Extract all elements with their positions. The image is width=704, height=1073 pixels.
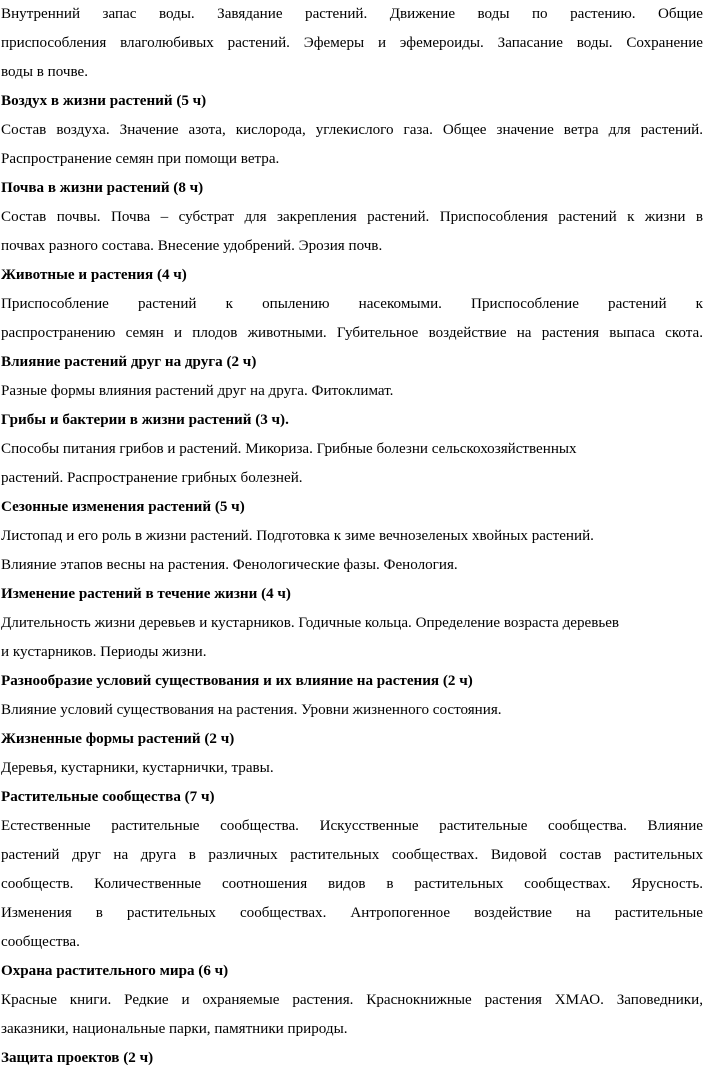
paragraph-line: сообщества. bbox=[1, 934, 80, 950]
paragraph-line: Влияние условий существования на растения. Уровни жизненного состояния. bbox=[1, 702, 502, 718]
section-heading: Жизненные формы растений (2 ч) bbox=[1, 731, 235, 747]
body-paragraph bbox=[1, 435, 703, 493]
paragraph-line: растений. Распространение грибных болезней. bbox=[1, 470, 303, 486]
paragraph-line: Влияние этапов весны на растения. Фенологические фазы. Фенология. bbox=[1, 557, 458, 573]
paragraph-line: растений друг на друга в различных растительных сообществах. Видовой состав растительных bbox=[1, 847, 703, 863]
section-heading: Грибы и бактерии в жизни растений (3 ч). bbox=[1, 412, 289, 428]
paragraph-line: Распространение семян при помощи ветра. bbox=[1, 151, 280, 167]
body-paragraph bbox=[1, 0, 703, 87]
section-heading: Влияние растений друг на друга (2 ч) bbox=[1, 354, 257, 370]
paragraph-line: почвах разного состава. Внесение удобрений. Эрозия почв. bbox=[1, 238, 383, 254]
section-heading: Изменение растений в течение жизни (4 ч) bbox=[1, 586, 291, 602]
body-paragraph bbox=[1, 522, 703, 580]
paragraph-line: Естественные растительные сообщества. Искусственные растительные сообщества. Влияние bbox=[1, 818, 703, 834]
section-heading: Растительные сообщества (7 ч) bbox=[1, 789, 215, 805]
paragraph-line: Листопад и его роль в жизни растений. Подготовка к зиме вечнозеленых хвойных растений. bbox=[1, 528, 594, 544]
section-heading: Воздух в жизни растений (5 ч) bbox=[1, 93, 207, 109]
body-paragraph bbox=[1, 986, 703, 1044]
paragraph-line: Длительность жизни деревьев и кустарников. Годичные кольца. Определение возраста деревьев bbox=[1, 615, 620, 631]
paragraph-line: и кустарников. Периоды жизни. bbox=[1, 644, 207, 660]
body-paragraph bbox=[1, 116, 703, 174]
section-heading: Сезонные изменения растений (5 ч) bbox=[1, 499, 245, 515]
paragraph-line: Состав воздуха. Значение азота, кислорода, углекислого газа. Общее значение ветра для растений. bbox=[1, 122, 703, 138]
paragraph-line: Состав почвы. Почва – субстрат для закрепления растений. Приспособления растений к жизни в bbox=[1, 209, 703, 225]
body-paragraph bbox=[1, 609, 703, 667]
section-heading: Разнообразие условий существования и их влияние на растения (2 ч) bbox=[1, 673, 473, 689]
paragraph-line: распространению семян и плодов животными. Губительное воздействие на растения выпаса скота. bbox=[1, 325, 703, 341]
section-heading: Защита проектов (2 ч) bbox=[1, 1050, 154, 1066]
body-paragraph bbox=[1, 377, 703, 406]
paragraph-line: Разные формы влияния растений друг на друга. Фитоклимат. bbox=[1, 383, 394, 399]
body-paragraph bbox=[1, 203, 703, 261]
paragraph-line: приспособления влаголюбивых растений. Эфемеры и эфемероиды. Запасание воды. Сохранение bbox=[1, 35, 703, 51]
paragraph-line: Способы питания грибов и растений. Микориза. Грибные болезни сельскохозяйственных bbox=[1, 441, 577, 457]
body-paragraph bbox=[1, 696, 703, 725]
paragraph-line: Приспособление растений к опылению насекомыми. Приспособление растений к bbox=[1, 296, 703, 312]
paragraph-line: воды в почве. bbox=[1, 64, 88, 80]
paragraph-line: Внутренний запас воды. Завядание растений. Движение воды по растению. Общие bbox=[1, 6, 703, 22]
body-paragraph bbox=[1, 290, 703, 348]
section-heading: Охрана растительного мира (6 ч) bbox=[1, 963, 229, 979]
paragraph-line: сообществ. Количественные соотношения видов в растительных сообществах. Ярусность. bbox=[1, 876, 703, 892]
paragraph-line: Изменения в растительных сообществах. Антропогенное воздействие на растительные bbox=[1, 905, 703, 921]
paragraph-line: Красные книги. Редкие и охраняемые растения. Краснокнижные растения ХМАО. Заповедники, bbox=[1, 992, 703, 1008]
section-heading: Животные и растения (4 ч) bbox=[1, 267, 187, 283]
body-paragraph bbox=[1, 754, 703, 783]
paragraph-line: заказники, национальные парки, памятники природы. bbox=[1, 1021, 348, 1037]
body-paragraph bbox=[1, 812, 703, 957]
section-heading: Почва в жизни растений (8 ч) bbox=[1, 180, 204, 196]
paragraph-line: Деревья, кустарники, кустарнички, травы. bbox=[1, 760, 274, 776]
